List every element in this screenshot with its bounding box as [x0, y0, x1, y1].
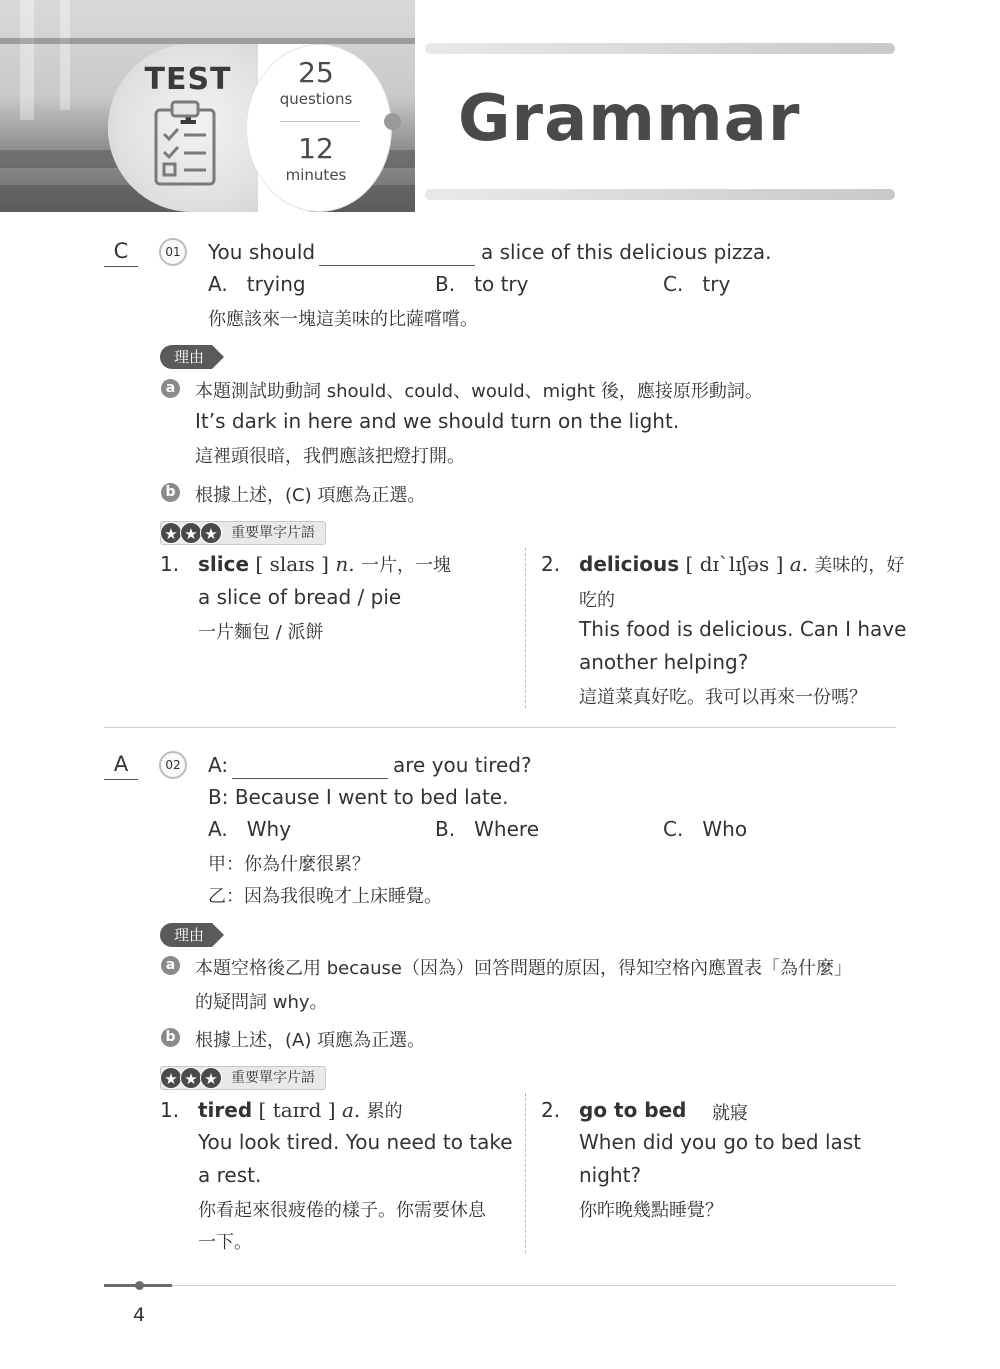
option-a: A. Why	[208, 817, 292, 841]
vocab-number: 1.	[160, 552, 180, 576]
vocab-number: 1.	[160, 1098, 180, 1122]
vocab-divider	[525, 548, 526, 708]
reason-tag: 理由	[160, 345, 212, 369]
question-translation: 你應該來一塊這美味的比薩嚐嚐。	[208, 309, 478, 330]
question-translation: 乙：因為我很晚才上床睡覺。	[208, 886, 442, 907]
decorative-dot	[384, 113, 401, 130]
questions-label: questions	[279, 90, 353, 108]
page-number: 4	[133, 1304, 146, 1326]
vocab-example: night?	[579, 1163, 642, 1187]
option-c: C. try	[663, 272, 731, 296]
vocab-example: This food is delicious. Can I have	[579, 617, 907, 641]
reason-a-text: 本題空格後乙用 because（因為）回答問題的原因，得知空格內應置表「為什麼」	[195, 958, 853, 979]
answer-underline	[104, 779, 138, 780]
answer-blank	[319, 265, 475, 266]
answer-blank	[232, 778, 388, 779]
vocab-tag: 重要單字片語	[160, 521, 326, 545]
vocab-example: You look tired. You need to take	[198, 1130, 513, 1154]
vocab-example: a rest.	[198, 1163, 262, 1187]
vocab-example-translation: 這道菜真好吃。我可以再來一份嗎？	[579, 687, 867, 708]
vocab-divider	[525, 1093, 526, 1253]
answer-key: A	[113, 752, 129, 776]
vocab-example: another helping?	[579, 650, 749, 674]
test-label: TEST	[144, 62, 232, 97]
vocab-example-translation: 你昨晚幾點睡覺？	[579, 1200, 723, 1221]
reason-b-text: 根據上述，(C) 項應為正選。	[195, 485, 426, 506]
reason-b-marker: b	[161, 483, 180, 502]
reason-a-marker: a	[161, 379, 180, 398]
vocab-number: 2.	[541, 552, 561, 576]
vocab-entry-continued: 吃的	[579, 590, 615, 611]
reason-a-text-continued: 的疑問詞 why。	[195, 992, 328, 1013]
minutes-label: minutes	[285, 166, 347, 184]
page-title: Grammar	[458, 82, 801, 156]
vocab-example-translation: 你看起來很疲倦的樣子。你需要休息	[198, 1200, 486, 1221]
reason-a-example: It’s dark in here and we should turn on the light.	[195, 409, 680, 433]
question-stem-line2: B: Because I went to bed late.	[208, 785, 509, 809]
title-bottom-bar	[425, 189, 895, 200]
reason-tag: 理由	[160, 923, 212, 947]
vocab-number: 2.	[541, 1098, 561, 1122]
vocab-example-translation: 一片麵包 / 派餅	[198, 622, 324, 643]
question-translation: 甲：你為什麼很累？	[208, 854, 370, 875]
option-b: B. to try	[435, 272, 529, 296]
question-number-badge: 01	[159, 238, 187, 266]
questions-count: 25	[298, 56, 334, 89]
question-stem-end: are you tired?	[393, 753, 532, 777]
vocab-example: When did you go to bed last	[579, 1130, 862, 1154]
question-number-badge: 02	[159, 751, 187, 779]
vocab-entry: tired [ taɪrd ] a. 累的	[198, 1098, 403, 1122]
reason-a-example-translation: 這裡頭很暗，我們應該把燈打開。	[195, 446, 465, 467]
question-separator	[104, 727, 896, 728]
minutes-count: 12	[298, 132, 334, 165]
three-star-rating-icon: ★ ★ ★	[160, 522, 220, 546]
clipboard-checklist-icon	[150, 100, 220, 188]
title-top-bar	[425, 43, 895, 54]
vocab-entry: delicious [ dɪˋlɪʃəs ] a. 美味的，好	[579, 552, 905, 576]
footer-rule	[104, 1285, 896, 1286]
vocab-example: a slice of bread / pie	[198, 585, 402, 609]
option-c: C. Who	[663, 817, 748, 841]
vocab-entry: slice [ slaɪs ] n. 一片，一塊	[198, 552, 451, 576]
question-stem-start: A:	[208, 753, 229, 777]
reason-b-text: 根據上述，(A) 項應為正選。	[195, 1030, 426, 1051]
answer-key: C	[113, 239, 129, 263]
answer-underline	[104, 266, 138, 267]
option-a: A. trying	[208, 272, 306, 296]
vocab-meaning: 就寢	[712, 1103, 748, 1124]
stats-divider	[280, 121, 360, 122]
reason-a-marker: a	[161, 956, 180, 975]
footer-dot	[135, 1281, 144, 1290]
question-stem-start: You should	[208, 240, 316, 264]
question-stem-end: a slice of this delicious pizza.	[481, 240, 772, 264]
option-b: B. Where	[435, 817, 539, 841]
reason-a-text: 本題測試助動詞 should、could、would、might 後，應接原形動詞。	[195, 381, 763, 402]
vocab-tag: 重要單字片語	[160, 1066, 326, 1090]
vocab-example-translation: 一下。	[198, 1232, 252, 1253]
vocab-entry: go to bed	[579, 1098, 687, 1122]
three-star-rating-icon: ★ ★ ★	[160, 1067, 220, 1091]
reason-b-marker: b	[161, 1028, 180, 1047]
